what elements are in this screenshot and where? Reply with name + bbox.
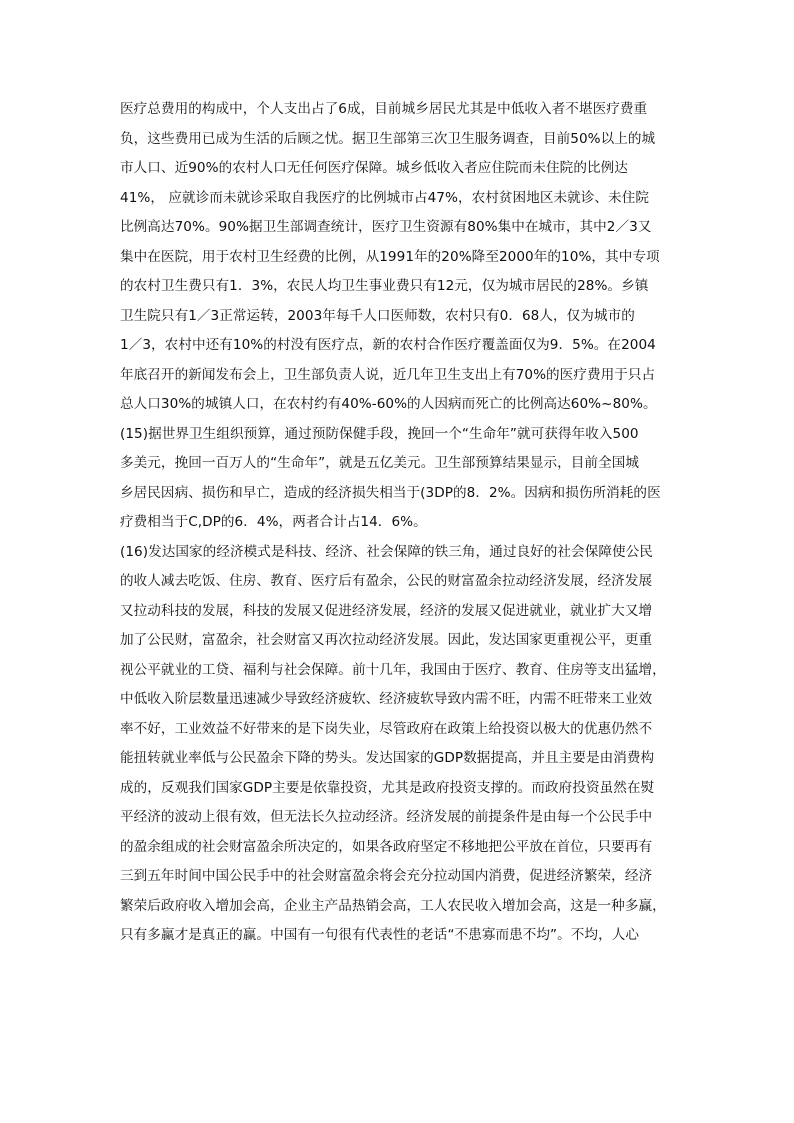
- text-line: 三到五年时间中国公民手中的社会财富盈余将会充分拉动国内消费，促进经济繁荣，经济: [120, 868, 653, 884]
- text-line: 能扭转就业率低与公民盈余下降的势头。发达国家的GDP数据提高，并且主要是由消费构: [120, 750, 655, 766]
- text-line: 年底召开的新闻发布会上，卫生部负责人说，近几年卫生支出上有70%的医疗费用于只占: [120, 366, 656, 383]
- text-line: 又拉动科技的发展，科技的发展又促进经济发展，经济的发展又促进就业，就业扩大又增: [120, 602, 653, 619]
- text-line: 疗费相当于C,DP的6．4%，两者合计占14．6%。: [120, 514, 427, 530]
- body-text: [120, 95, 676, 951]
- text-line: 成的，反观我们国家GDP主要是依靠投资，尤其是政府投资支撑的。而政府投资虽然在熨: [120, 779, 655, 796]
- text-line: 视公平就业的工贷、福利与社会保障。前十几年，我国由于医疗、教育、住房等支出猛增，: [120, 661, 666, 678]
- text-line: 总人口30%的城镇人口，在农村约有40%-60%的人因病而死亡的比例高达60%~80%。: [120, 396, 657, 412]
- text-line: 平经济的波动上很有效，但无法长久拉动经济。经济发展的前提条件是由每一个公民手中: [120, 809, 653, 825]
- paragraph-15-start: (15)据世界卫生组织预算，通过预防保健手段，挽回一个“生命年”就可获得年收入500: [120, 425, 639, 442]
- text-line: 1／3，农村中还有10%的村没有医疗点，新的农村合作医疗覆盖面仅为9．5%。在2004: [120, 337, 656, 353]
- text-line: 医疗总费用的构成中，个人支出占了6成，目前城乡居民尤其是中低收入者不堪医疗费重: [120, 101, 648, 117]
- text-line: 多美元，挽回一百万人的“生命年”，就是五亿美元。卫生部预算结果显示，目前全国城: [120, 455, 640, 471]
- paragraph-16-start: (16)发达国家的经济模式是科技、经济、社会保障的铁三角，通过良好的社会保障使公民: [120, 543, 653, 560]
- text-line: 加了公民财，富盈余，社会财富又再次拉动经济发展。因此，发达国家更重视公平，更重: [120, 632, 653, 648]
- text-line: 率不好，工业效益不好带来的是下岗失业，尽管政府在政策上给投资以极大的优惠仍然不: [120, 720, 653, 737]
- text-line: 中低收入阶层数量迅速减少导致经济疲软、经济疲软导致内需不旺，内需不旺带来工业效: [120, 691, 653, 707]
- text-line: 负，这些费用已成为生活的后顾之忧。据卫生部第三次卫生服务调查，目前50%以上的城: [120, 130, 656, 147]
- text-line: 市人口、近90%的农村人口无任何医疗保障。城乡低收入者应住院而未住院的比例达: [120, 160, 628, 176]
- text-line: 41%， 应就诊而未就诊采取自我医疗的比例城市占47%，农村贫困地区未就诊、未住院: [120, 189, 649, 206]
- text-line: 比例高达70%。90%据卫生部调查统计，医疗卫生资源有80%集中在城市，其中2／3又: [120, 219, 652, 235]
- text-line: 的收人减去吃饭、住房、教育、医疗后有盈余，公民的财富盈余拉动经济发展，经济发展: [120, 573, 653, 589]
- text-line: 集中在医院，用于农村卫生经费的比例，从1991年的20%降至2000年的10%，其中专项: [120, 248, 660, 265]
- text-line: 卫生院只有1／3正常运转，2003年每千人口医师数，农村只有0．68人，仅为城市的: [120, 307, 635, 324]
- text-line: 只有多赢才是真正的赢。中国有一句很有代表性的老话“不患寡而患不均”。不均，人心: [120, 927, 640, 943]
- text-line: 的农村卫生费只有1．3%，农民人均卫生事业费只有12元，仅为城市居民的28%。乡镇: [120, 278, 649, 294]
- text-line: 乡居民因病、损伤和早亡，造成的经济损失相当于(3DP的8．2%。因病和损伤所消耗的医: [120, 484, 661, 501]
- text-line: 的盈余组成的社会财富盈余所决定的，如果各政府坚定不移地把公平放在首位，只要再有: [120, 838, 653, 855]
- text-line: 繁荣后政府收入增加会高，企业主产品热销会高，工人农民收入增加会高，这是一种多赢，: [120, 897, 666, 914]
